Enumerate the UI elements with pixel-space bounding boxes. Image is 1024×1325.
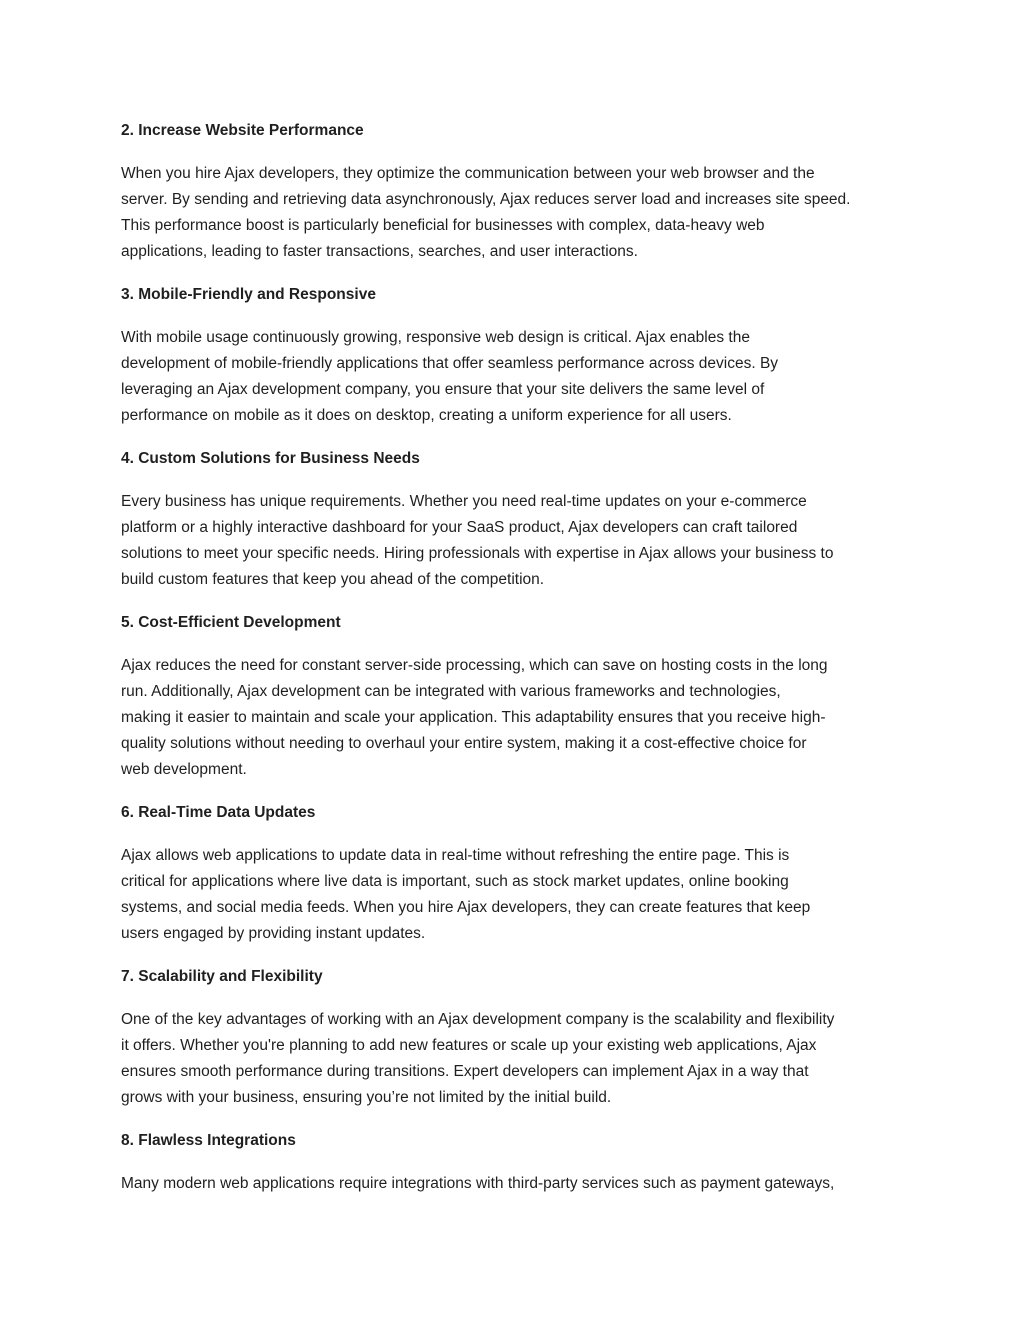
section-heading: 4. Custom Solutions for Business Needs: [121, 450, 420, 467]
text-line: applications, leading to faster transactions, searches, and user interactions.: [121, 243, 638, 260]
text-line: solutions to meet your specific needs. Hiring professionals with expertise in Ajax allows your business to: [121, 545, 834, 562]
text-line: users engaged by providing instant updates.: [121, 925, 426, 942]
text-line: platform or a highly interactive dashboard for your SaaS product, Ajax developers can craft tailored: [121, 519, 798, 536]
text-line: Every business has unique requirements. Whether you need real-time updates on your e-commerce: [121, 493, 807, 510]
text-line: leveraging an Ajax development company, you ensure that your site delivers the same level of: [121, 381, 765, 398]
section-heading: 5. Cost-Efficient Development: [121, 614, 341, 631]
text-line: When you hire Ajax developers, they optimize the communication between your web browser and the: [121, 165, 815, 182]
section-heading: 8. Flawless Integrations: [121, 1132, 296, 1149]
document-body: [121, 118, 911, 1214]
section-paragraph: [121, 325, 911, 429]
section-paragraph: [121, 161, 911, 265]
text-line: making it easier to maintain and scale your application. This adaptability ensures that you receive high-: [121, 709, 826, 726]
text-line: ensures smooth performance during transitions. Expert developers can implement Ajax in a way that: [121, 1063, 809, 1080]
text-line: This performance boost is particularly beneficial for businesses with complex, data-heavy web: [121, 217, 765, 234]
text-line: Many modern web applications require integrations with third-party services such as payment gateways,: [121, 1175, 835, 1192]
section-heading: 2. Increase Website Performance: [121, 122, 364, 139]
text-line: web development.: [121, 761, 247, 778]
section-paragraph: [121, 489, 911, 593]
text-line: build custom features that keep you ahead of the competition.: [121, 571, 545, 588]
text-line: Ajax reduces the need for constant server-side processing, which can save on hosting costs in the long: [121, 657, 828, 674]
section-heading: 7. Scalability and Flexibility: [121, 968, 323, 985]
text-line: it offers. Whether you're planning to add new features or scale up your existing web applications, Ajax: [121, 1037, 817, 1054]
text-line: With mobile usage continuously growing, responsive web design is critical. Ajax enables the: [121, 329, 750, 346]
text-line: server. By sending and retrieving data asynchronously, Ajax reduces server load and increases site speed.: [121, 191, 851, 208]
text-line: run. Additionally, Ajax development can be integrated with various frameworks and technologies,: [121, 683, 781, 700]
text-line: One of the key advantages of working with an Ajax development company is the scalability and flexibility: [121, 1011, 835, 1028]
section-heading: 6. Real-Time Data Updates: [121, 804, 316, 821]
section-paragraph: [121, 1007, 911, 1111]
text-line: performance on mobile as it does on desktop, creating a uniform experience for all users.: [121, 407, 732, 424]
section-heading: 3. Mobile-Friendly and Responsive: [121, 286, 376, 303]
text-line: quality solutions without needing to overhaul your entire system, making it a cost-effective choice for: [121, 735, 807, 752]
text-line: critical for applications where live data is important, such as stock market updates, online booking: [121, 873, 789, 890]
text-line: systems, and social media feeds. When you hire Ajax developers, they can create features that keep: [121, 899, 811, 916]
text-line: development of mobile-friendly applications that offer seamless performance across devices. By: [121, 355, 779, 372]
section-paragraph: [121, 843, 911, 947]
text-line: grows with your business, ensuring you’re not limited by the initial build.: [121, 1089, 612, 1106]
section-paragraph: [121, 653, 911, 783]
text-line: Ajax allows web applications to update data in real-time without refreshing the entire page. This is: [121, 847, 790, 864]
section-paragraph: [121, 1171, 911, 1197]
